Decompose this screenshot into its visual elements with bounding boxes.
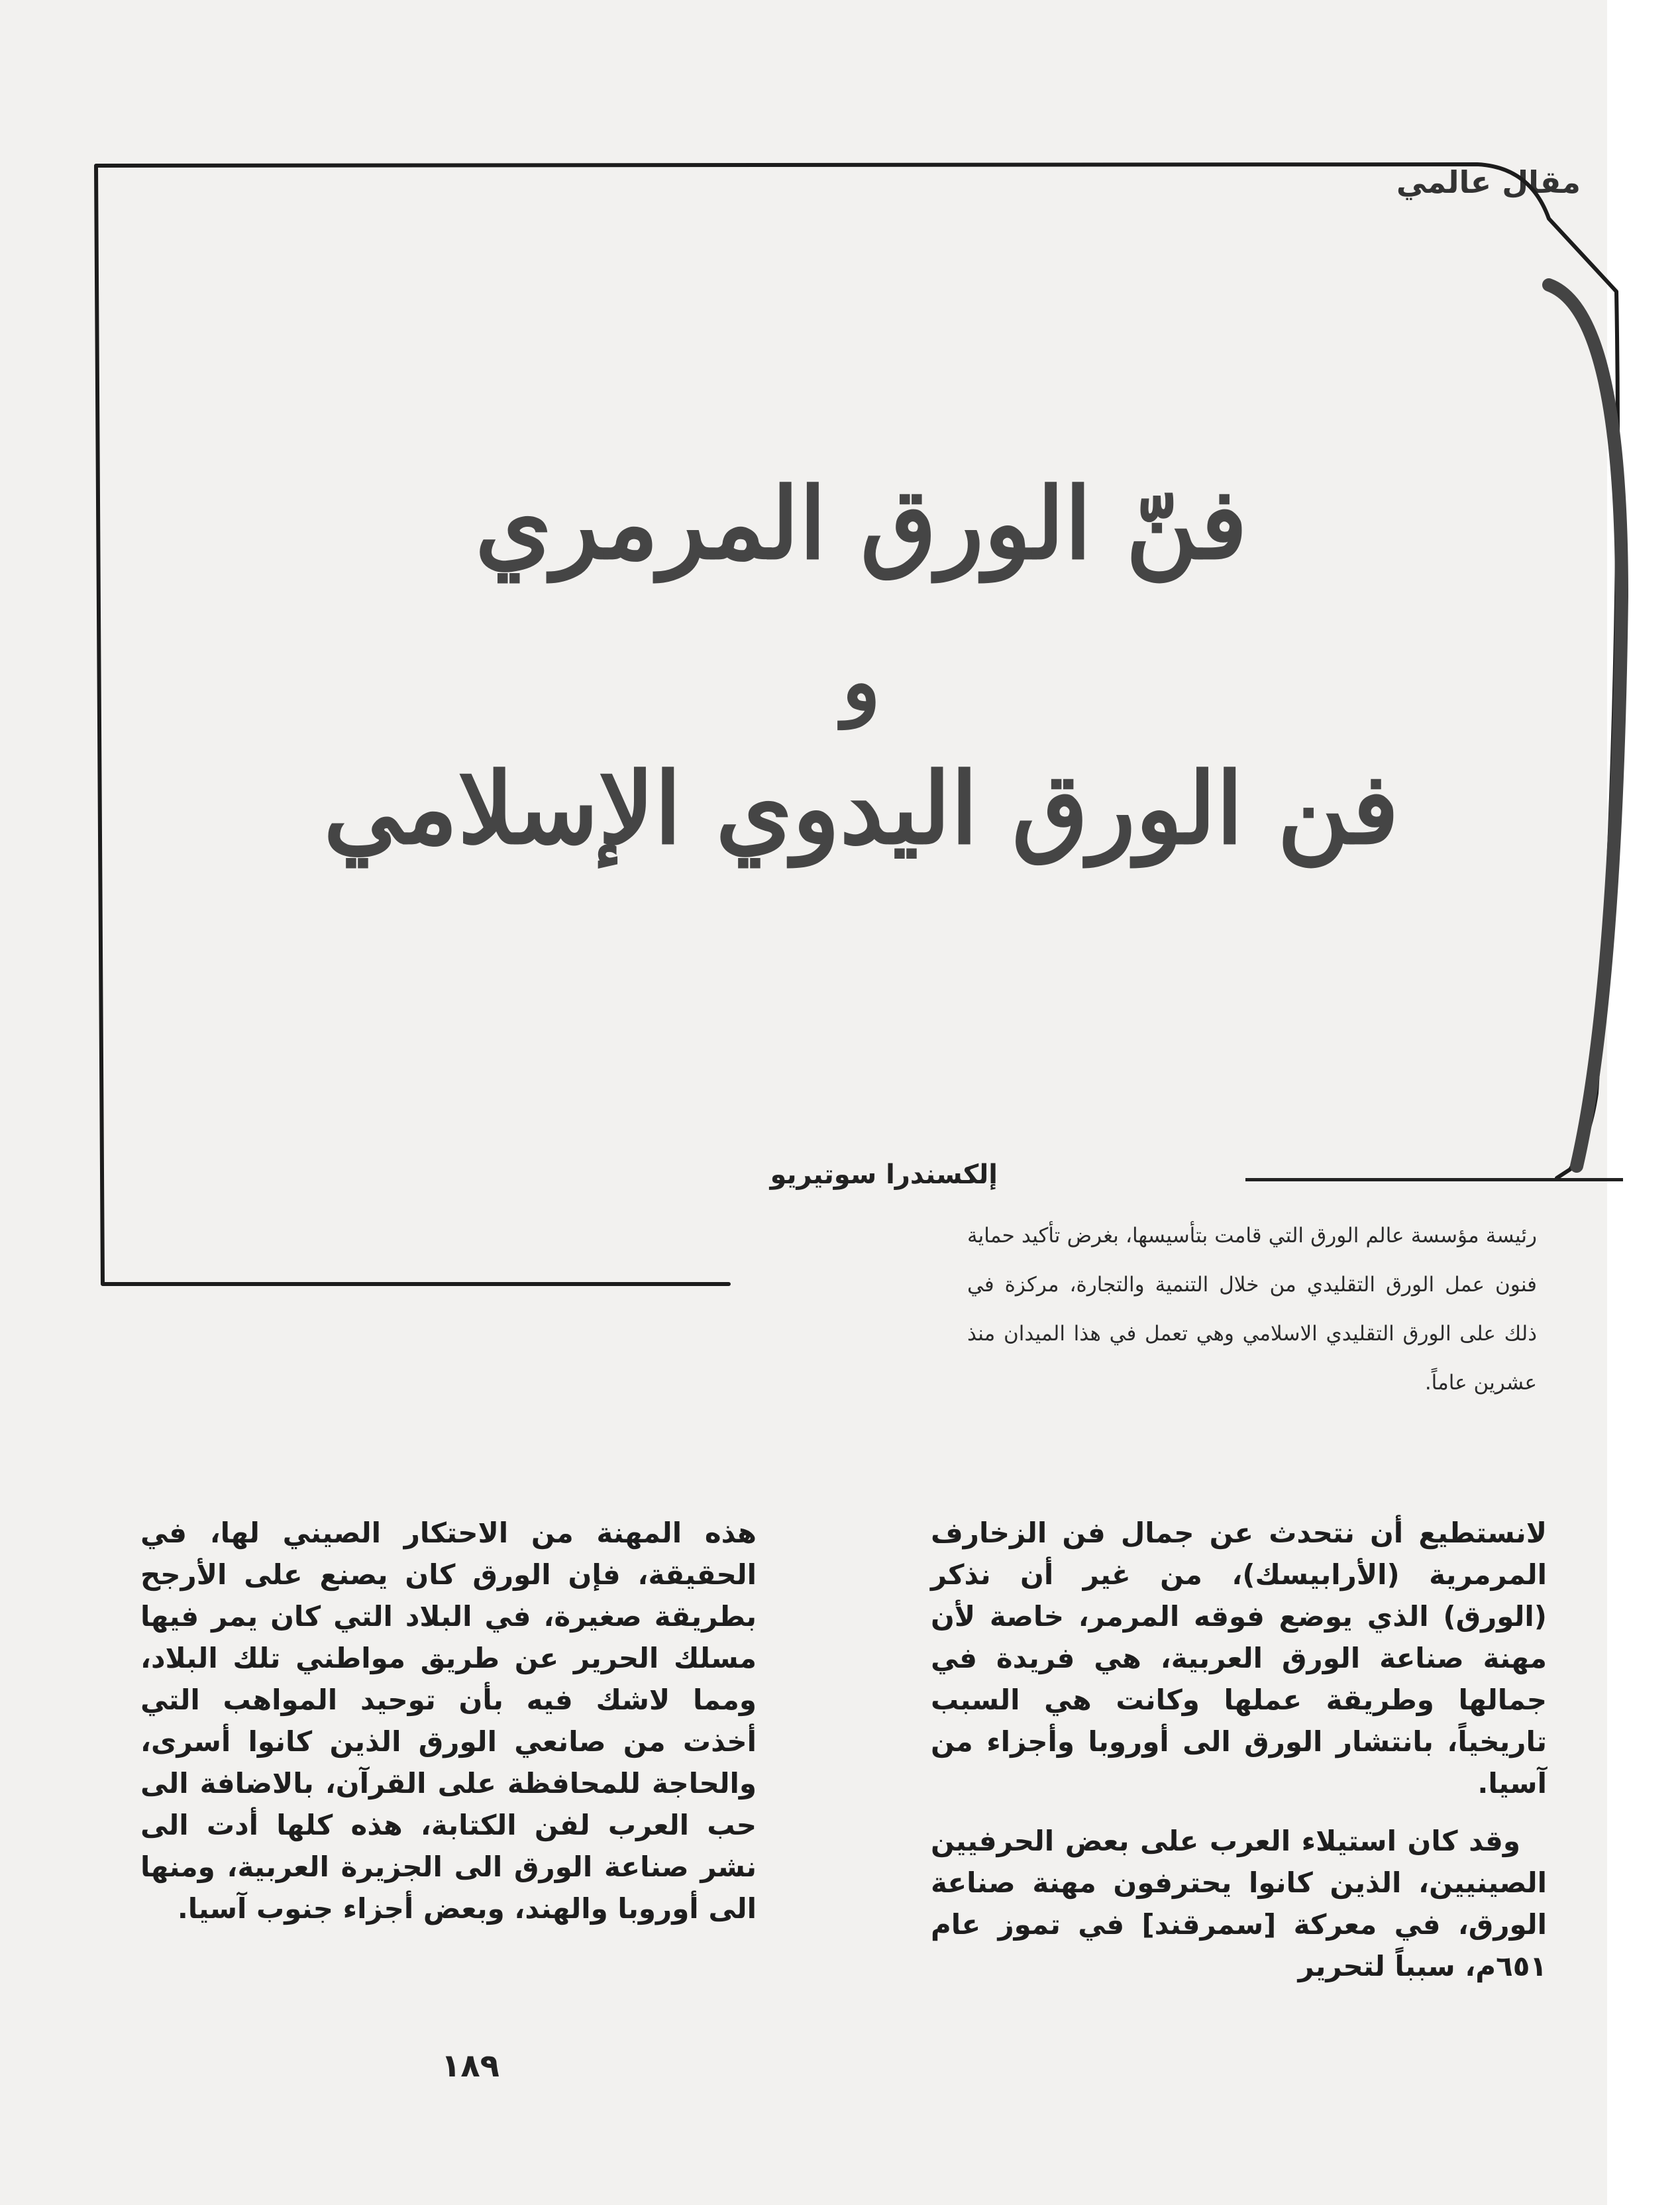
article-column-right: [931, 1512, 1547, 2003]
paragraph: هذه المهنة من الاحتكار الصيني لها، في الحقيقة، فإن الورق كان يصنع على الأرجح بطريقة صغيرة، في البلاد التي كان يمر فيها مسلك الحرير عن طريق مواطني تلك البلاد، ومما لاشك فيه بأن توحيد المواهب التي أخذت من صانعي الورق الذين كانوا أسرى، والحاجة للمحافظة على القرآن، بالاضافة الى حب العرب لفن الكتابة، هذه كلها أدت الى نشر صناعة الورق الى الجزيرة العربية، ومنها الى أوروبا والهند، وبعض أجزاء جنوب آسيا.: [140, 1517, 757, 1925]
author-bio: رئيسة مؤسسة عالم الورق التي قامت بتأسيسها، بغرض تأكيد حماية فنون عمل الورق التقليدي من خلال التنمية والتجارة، مركزة في ذلك على الورق التقليدي الاسلامي وهي تعمل في هذا الميدان منذ عشرين عاماً.: [967, 1224, 1537, 1395]
title-line-1: فنّ الورق المرمري: [475, 466, 1247, 581]
author-name: إلكسندرا سوتيريو: [770, 1159, 998, 1190]
article-column-left: [140, 1512, 757, 1945]
title-frame-thick-side: [1549, 285, 1622, 1166]
author-rule: [1245, 1178, 1623, 1181]
page-number: ١٨٩: [441, 2047, 499, 2084]
title-conjunction: و: [842, 635, 880, 729]
paragraph: وقد كان استيلاء العرب على بعض الحرفيين الصينيين، الذين كانوا يحترفون مهنة صناعة الورق، في معركة [سمرقند] في تموز عام ٦٥١م، سبباً لتحرير: [931, 1825, 1547, 1982]
paragraph: لانستطيع أن نتحدث عن جمال فن الزخارف المرمرية (الأرابيسك)، من غير أن نذكر (الورق) الذي يوضع فوقه المرمر، خاصة لأن مهنة صناعة الورق العربية، هي فريدة في جمالها وطريقة عملها وكانت هي السبب تاريخياً، بانتشار الورق الى أوروبا وأجزاء من آسيا.: [931, 1517, 1547, 1800]
section-label: مقال عالمي: [1396, 164, 1581, 200]
title-line-2: فن الورق اليدوي الإسلامي: [323, 751, 1399, 866]
